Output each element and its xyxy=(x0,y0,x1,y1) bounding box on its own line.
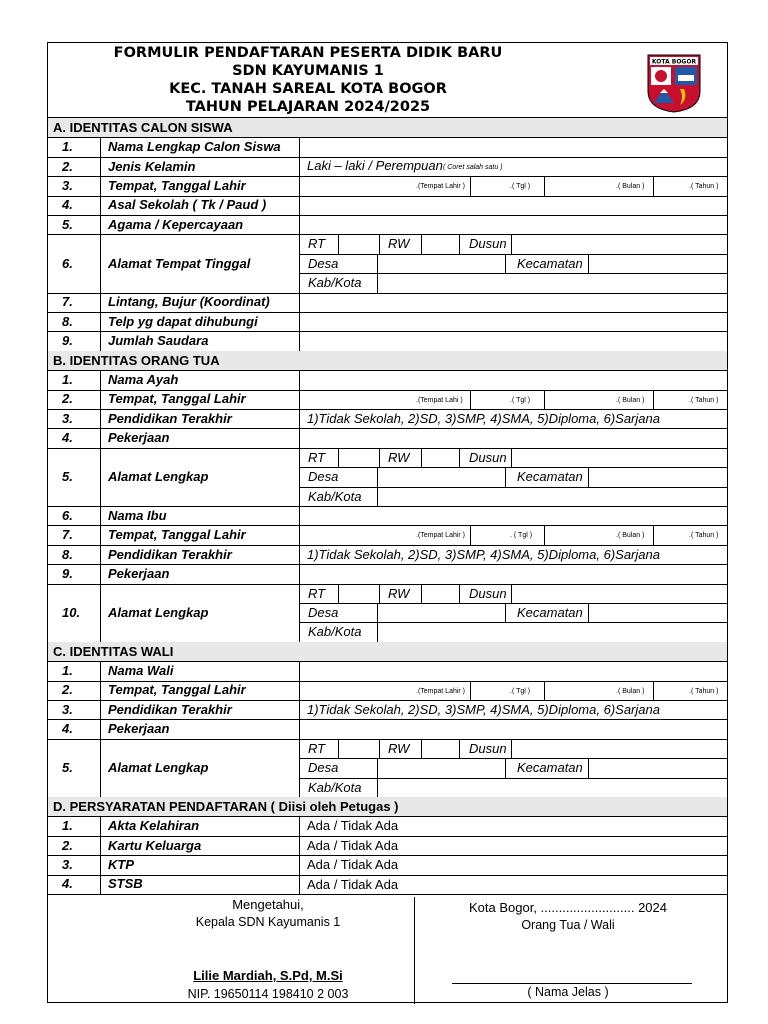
section-title: B. IDENTITAS ORANG TUA xyxy=(53,352,220,368)
column-divider xyxy=(505,758,506,777)
label-previous-school-input[interactable] xyxy=(300,196,727,215)
column-divider xyxy=(653,681,654,700)
column-divider xyxy=(100,157,101,176)
row-divider xyxy=(48,448,727,449)
registration-form xyxy=(47,42,728,1003)
svg-text:KOTA BOGOR: KOTA BOGOR xyxy=(651,58,697,66)
row-divider xyxy=(299,254,727,255)
label-father-name-input[interactable] xyxy=(300,370,727,389)
column-divider xyxy=(470,525,471,544)
row-number: 2. xyxy=(62,837,73,853)
row-divider xyxy=(48,739,727,740)
label-education-value[interactable]: 1)Tidak Sekolah, 2)SD, 3)SMP, 4)SMA, 5)Diploma, 6)Sarjana xyxy=(307,702,660,717)
column-divider xyxy=(653,176,654,195)
birth-hint: .(Tempat Lahi ) xyxy=(416,396,463,404)
row-divider xyxy=(48,894,727,895)
label-requirement: KTP xyxy=(108,856,134,872)
column-divider xyxy=(421,448,422,467)
rt-label: RT xyxy=(308,585,326,601)
label-occupation: Pekerjaan xyxy=(108,721,170,737)
column-divider xyxy=(100,700,101,719)
column-divider xyxy=(505,467,506,486)
label-occupation-input[interactable] xyxy=(300,428,727,447)
label-birth: Tempat, Tanggal Lahir xyxy=(108,682,246,698)
signature-principal-title: Kepala SDN Kayumanis 1 xyxy=(195,915,341,929)
label-address: Alamat Lengkap xyxy=(108,468,209,484)
birth-hint: .( Bulan ) xyxy=(616,396,645,404)
row-divider xyxy=(299,487,727,488)
birth-hint: .( Tahun ) xyxy=(689,396,719,404)
column-divider xyxy=(544,525,545,544)
column-divider xyxy=(588,758,589,777)
row-divider xyxy=(299,622,727,623)
label-occupation: Pekerjaan xyxy=(108,565,170,581)
row-number: 2. xyxy=(62,682,73,698)
row-number: 1. xyxy=(62,662,73,678)
label-student-name: Nama Lengkap Calon Siswa xyxy=(108,139,281,155)
row-number: 3. xyxy=(62,856,73,872)
label-requirement: STSB xyxy=(108,876,143,892)
label-education: Pendidikan Terakhir xyxy=(108,410,232,426)
column-divider xyxy=(100,816,101,835)
column-divider xyxy=(100,390,101,409)
label-requirement-value[interactable]: Ada / Tidak Ada xyxy=(307,857,399,873)
column-divider xyxy=(299,448,300,506)
column-divider xyxy=(299,875,300,894)
column-divider xyxy=(653,390,654,409)
column-divider xyxy=(470,390,471,409)
column-divider xyxy=(377,273,378,292)
label-phone: Telp yg dapat dihubungi xyxy=(108,313,258,329)
row-number: 4. xyxy=(62,197,73,213)
row-number: 2. xyxy=(62,391,73,407)
column-divider xyxy=(299,855,300,874)
column-divider xyxy=(511,234,512,253)
rw-label: RW xyxy=(388,740,410,756)
row-divider xyxy=(299,603,727,604)
label-coordinates-input[interactable] xyxy=(300,293,727,312)
column-divider xyxy=(588,603,589,622)
row-number: 6. xyxy=(62,255,73,271)
row-number: 6. xyxy=(62,507,73,523)
rt-label: RT xyxy=(308,236,326,252)
column-divider xyxy=(338,448,339,467)
column-divider xyxy=(299,816,300,835)
guardian-title: Orang Tua / Wali xyxy=(521,918,615,932)
row-number: 4. xyxy=(62,721,73,737)
gender-options[interactable]: Laki – laki / Perempuan xyxy=(307,157,443,173)
column-divider xyxy=(299,739,300,797)
column-divider xyxy=(100,739,101,797)
row-number: 9. xyxy=(62,333,73,349)
label-siblings: Jumlah Saudara xyxy=(108,333,209,349)
birth-hint: .( Tahun ) xyxy=(689,183,719,191)
kecamatan-label: Kecamatan xyxy=(517,255,583,271)
column-divider xyxy=(511,584,512,603)
column-divider xyxy=(377,758,378,777)
column-divider xyxy=(299,390,300,409)
label-address: Alamat Lengkap xyxy=(108,604,209,620)
column-divider xyxy=(505,254,506,273)
row-number: 8. xyxy=(62,546,73,562)
label-occupation-input[interactable] xyxy=(300,564,727,583)
label-guardian-name: Nama Wali xyxy=(108,662,174,678)
kab-label: Kab/Kota xyxy=(308,488,362,504)
row-number: 5. xyxy=(62,216,73,232)
principal-nip: NIP. 19650114 198410 2 003 xyxy=(187,987,349,1001)
column-divider xyxy=(100,584,101,642)
row-number: 5. xyxy=(62,759,73,775)
label-guardian-name-input[interactable] xyxy=(300,661,727,680)
column-divider xyxy=(100,409,101,428)
label-requirement: Kartu Keluarga xyxy=(108,837,202,853)
column-divider xyxy=(459,739,460,758)
principal-name: Lilie Mardiah, S.Pd, M.Si xyxy=(193,968,343,983)
column-divider xyxy=(653,525,654,544)
row-number: 7. xyxy=(62,527,73,543)
column-divider xyxy=(379,234,380,253)
column-divider xyxy=(299,176,300,195)
header-line-1: FORMULIR PENDAFTARAN PESERTA DIDIK BARU xyxy=(113,45,503,61)
column-divider xyxy=(338,584,339,603)
column-divider xyxy=(338,739,339,758)
column-divider xyxy=(588,254,589,273)
column-divider xyxy=(470,176,471,195)
column-divider xyxy=(379,584,380,603)
header-title xyxy=(48,44,568,116)
label-requirement-value[interactable]: Ada / Tidak Ada xyxy=(307,818,399,834)
section-title: C. IDENTITAS WALI xyxy=(53,643,174,659)
birth-hint: .( Bulan ) xyxy=(616,183,645,191)
row-divider xyxy=(299,758,727,759)
column-divider xyxy=(100,331,101,350)
desa-label: Desa xyxy=(308,469,339,485)
column-divider xyxy=(299,157,300,176)
rw-label: RW xyxy=(388,449,410,465)
place-date: Kota Bogor, .......................... 2024 xyxy=(469,900,667,915)
column-divider xyxy=(100,428,101,447)
column-divider xyxy=(299,836,300,855)
row-number: 3. xyxy=(62,177,73,193)
column-divider xyxy=(100,836,101,855)
column-divider xyxy=(100,564,101,583)
desa-label: Desa xyxy=(308,605,339,620)
birth-hint: . ( Tgl ) xyxy=(510,532,533,540)
column-divider xyxy=(511,448,512,467)
birth-hint: .( Bulan ) xyxy=(616,532,645,540)
label-education: Pendidikan Terakhir xyxy=(108,546,232,562)
column-divider xyxy=(100,196,101,215)
column-divider xyxy=(588,467,589,486)
column-divider xyxy=(459,584,460,603)
row-divider xyxy=(299,273,727,274)
kab-label: Kab/Kota xyxy=(308,779,362,795)
label-address: Alamat Lengkap xyxy=(108,759,209,775)
gender-note: ( Coret salah satu ) xyxy=(443,163,503,171)
column-divider xyxy=(100,312,101,331)
label-student-name-input[interactable] xyxy=(300,137,727,156)
label-gender: Jenis Kelamin xyxy=(108,158,196,174)
kecamatan-label: Kecamatan xyxy=(517,760,583,776)
row-divider xyxy=(48,584,727,585)
column-divider xyxy=(100,176,101,195)
row-number: 4. xyxy=(62,430,73,446)
birth-hint: .( Tgl ) xyxy=(510,396,531,404)
label-coordinates: Lintang, Bujur (Koordinat) xyxy=(108,294,270,310)
column-divider xyxy=(421,739,422,758)
column-divider xyxy=(100,234,101,292)
kab-label: Kab/Kota xyxy=(308,275,362,291)
header-line-2: SDN KAYUMANIS 1 xyxy=(232,63,384,79)
column-divider xyxy=(299,545,300,564)
rw-label: RW xyxy=(388,585,410,601)
label-birth: Tempat, Tanggal Lahir xyxy=(108,391,246,407)
column-divider xyxy=(377,467,378,486)
row-divider xyxy=(48,855,727,856)
column-divider xyxy=(100,215,101,234)
dusun-label: Dusun xyxy=(469,449,507,465)
label-mother-name: Nama Ibu xyxy=(108,507,167,523)
section-title: A. IDENTITAS CALON SISWA xyxy=(53,120,233,135)
rt-label: RT xyxy=(308,449,326,465)
row-number: 3. xyxy=(62,701,73,717)
signature-divider xyxy=(414,897,415,1004)
column-divider xyxy=(544,681,545,700)
label-education: Pendidikan Terakhir xyxy=(108,701,232,717)
header-line-4: TAHUN PELAJARAN 2024/2025 xyxy=(185,99,431,115)
row-number: 8. xyxy=(62,313,73,329)
kota-bogor-logo-icon xyxy=(646,53,702,113)
column-divider xyxy=(100,855,101,874)
label-birth: Tempat, Tanggal Lahir xyxy=(108,177,246,193)
column-divider xyxy=(377,603,378,622)
row-number: 7. xyxy=(62,294,73,310)
label-religion-input[interactable] xyxy=(300,215,727,234)
column-divider xyxy=(377,254,378,273)
birth-hint: .( Tgl ) xyxy=(510,687,531,695)
column-divider xyxy=(299,584,300,642)
column-divider xyxy=(459,234,460,253)
row-divider xyxy=(48,875,727,876)
desa-label: Desa xyxy=(308,760,339,776)
label-occupation: Pekerjaan xyxy=(108,430,170,446)
label-address: Alamat Tempat Tinggal xyxy=(108,255,251,271)
column-divider xyxy=(377,487,378,506)
kecamatan-label: Kecamatan xyxy=(517,469,583,485)
column-divider xyxy=(299,234,300,292)
column-divider xyxy=(299,409,300,428)
birth-hint: .( Tahun ) xyxy=(689,687,719,695)
column-divider xyxy=(100,293,101,312)
rt-label: RT xyxy=(308,740,326,756)
label-previous-school: Asal Sekolah ( Tk / Paud ) xyxy=(108,197,267,213)
kab-label: Kab/Kota xyxy=(308,624,362,640)
header-line-3: KEC. TANAH SAREAL KOTA BOGOR xyxy=(169,81,447,97)
kecamatan-label: Kecamatan xyxy=(517,605,583,620)
signature-known: Mengetahui, xyxy=(232,897,304,912)
label-requirement-value[interactable]: Ada / Tidak Ada xyxy=(307,837,399,853)
label-siblings-input[interactable] xyxy=(300,331,727,350)
birth-hint: .( Bulan ) xyxy=(616,687,645,695)
column-divider xyxy=(100,719,101,738)
column-divider xyxy=(377,778,378,797)
column-divider xyxy=(377,622,378,641)
row-divider xyxy=(299,778,727,779)
birth-hint: .( Tgl ) xyxy=(510,183,531,191)
column-divider xyxy=(299,700,300,719)
column-divider xyxy=(459,448,460,467)
label-father-name: Nama Ayah xyxy=(108,371,179,387)
row-number: 9. xyxy=(62,565,73,581)
form-header xyxy=(48,43,727,118)
row-number: 2. xyxy=(62,158,73,174)
label-education-value[interactable]: 1)Tidak Sekolah, 2)SD, 3)SMP, 4)SMA, 5)Diploma, 6)Sarjana xyxy=(307,546,660,562)
label-occupation-input[interactable] xyxy=(300,719,727,738)
column-divider xyxy=(544,176,545,195)
column-divider xyxy=(100,448,101,506)
dusun-label: Dusun xyxy=(469,236,507,252)
column-divider xyxy=(505,603,506,622)
row-number: 4. xyxy=(62,876,73,892)
column-divider xyxy=(100,525,101,544)
row-divider xyxy=(48,234,727,235)
section-title: D. PERSYARATAN PENDAFTARAN ( Diisi oleh Petugas ) xyxy=(53,799,399,814)
column-divider xyxy=(299,525,300,544)
birth-hint: .(Tempat Lahir ) xyxy=(416,183,466,191)
row-divider xyxy=(299,467,727,468)
rw-label: RW xyxy=(388,236,410,252)
column-divider xyxy=(470,681,471,700)
label-requirement-value[interactable]: Ada / Tidak Ada xyxy=(307,876,399,892)
row-number: 1. xyxy=(62,818,73,834)
column-divider xyxy=(379,448,380,467)
column-divider xyxy=(100,370,101,389)
column-divider xyxy=(544,390,545,409)
birth-hint: .( Tahun ) xyxy=(689,532,719,540)
column-divider xyxy=(421,584,422,603)
column-divider xyxy=(338,234,339,253)
guardian-name-hint: ( Nama Jelas ) xyxy=(527,985,609,999)
row-number: 5. xyxy=(62,468,73,484)
column-divider xyxy=(100,506,101,525)
row-number: 10. xyxy=(62,604,81,620)
row-number: 1. xyxy=(62,139,73,155)
birth-hint: .(Tempat Lahir ) xyxy=(416,687,466,695)
label-religion: Agama / Kepercayaan xyxy=(108,216,244,232)
column-divider xyxy=(100,875,101,894)
column-divider xyxy=(100,681,101,700)
guardian-signature-line xyxy=(452,983,692,984)
column-divider xyxy=(100,137,101,156)
row-number: 3. xyxy=(62,410,73,426)
column-divider xyxy=(511,739,512,758)
label-mother-name-input[interactable] xyxy=(300,506,727,525)
label-requirement: Akta Kelahiran xyxy=(108,818,200,834)
desa-label: Desa xyxy=(308,255,339,271)
column-divider xyxy=(299,681,300,700)
label-phone-input[interactable] xyxy=(300,312,727,331)
birth-hint: .(Tempat Lahir ) xyxy=(416,532,466,540)
dusun-label: Dusun xyxy=(469,740,507,756)
label-education-value[interactable]: 1)Tidak Sekolah, 2)SD, 3)SMP, 4)SMA, 5)Diploma, 6)Sarjana xyxy=(307,411,660,426)
column-divider xyxy=(379,739,380,758)
label-birth: Tempat, Tanggal Lahir xyxy=(108,527,246,543)
row-number: 1. xyxy=(62,371,73,387)
dusun-label: Dusun xyxy=(469,585,507,601)
column-divider xyxy=(100,661,101,680)
column-divider xyxy=(100,545,101,564)
column-divider xyxy=(421,234,422,253)
